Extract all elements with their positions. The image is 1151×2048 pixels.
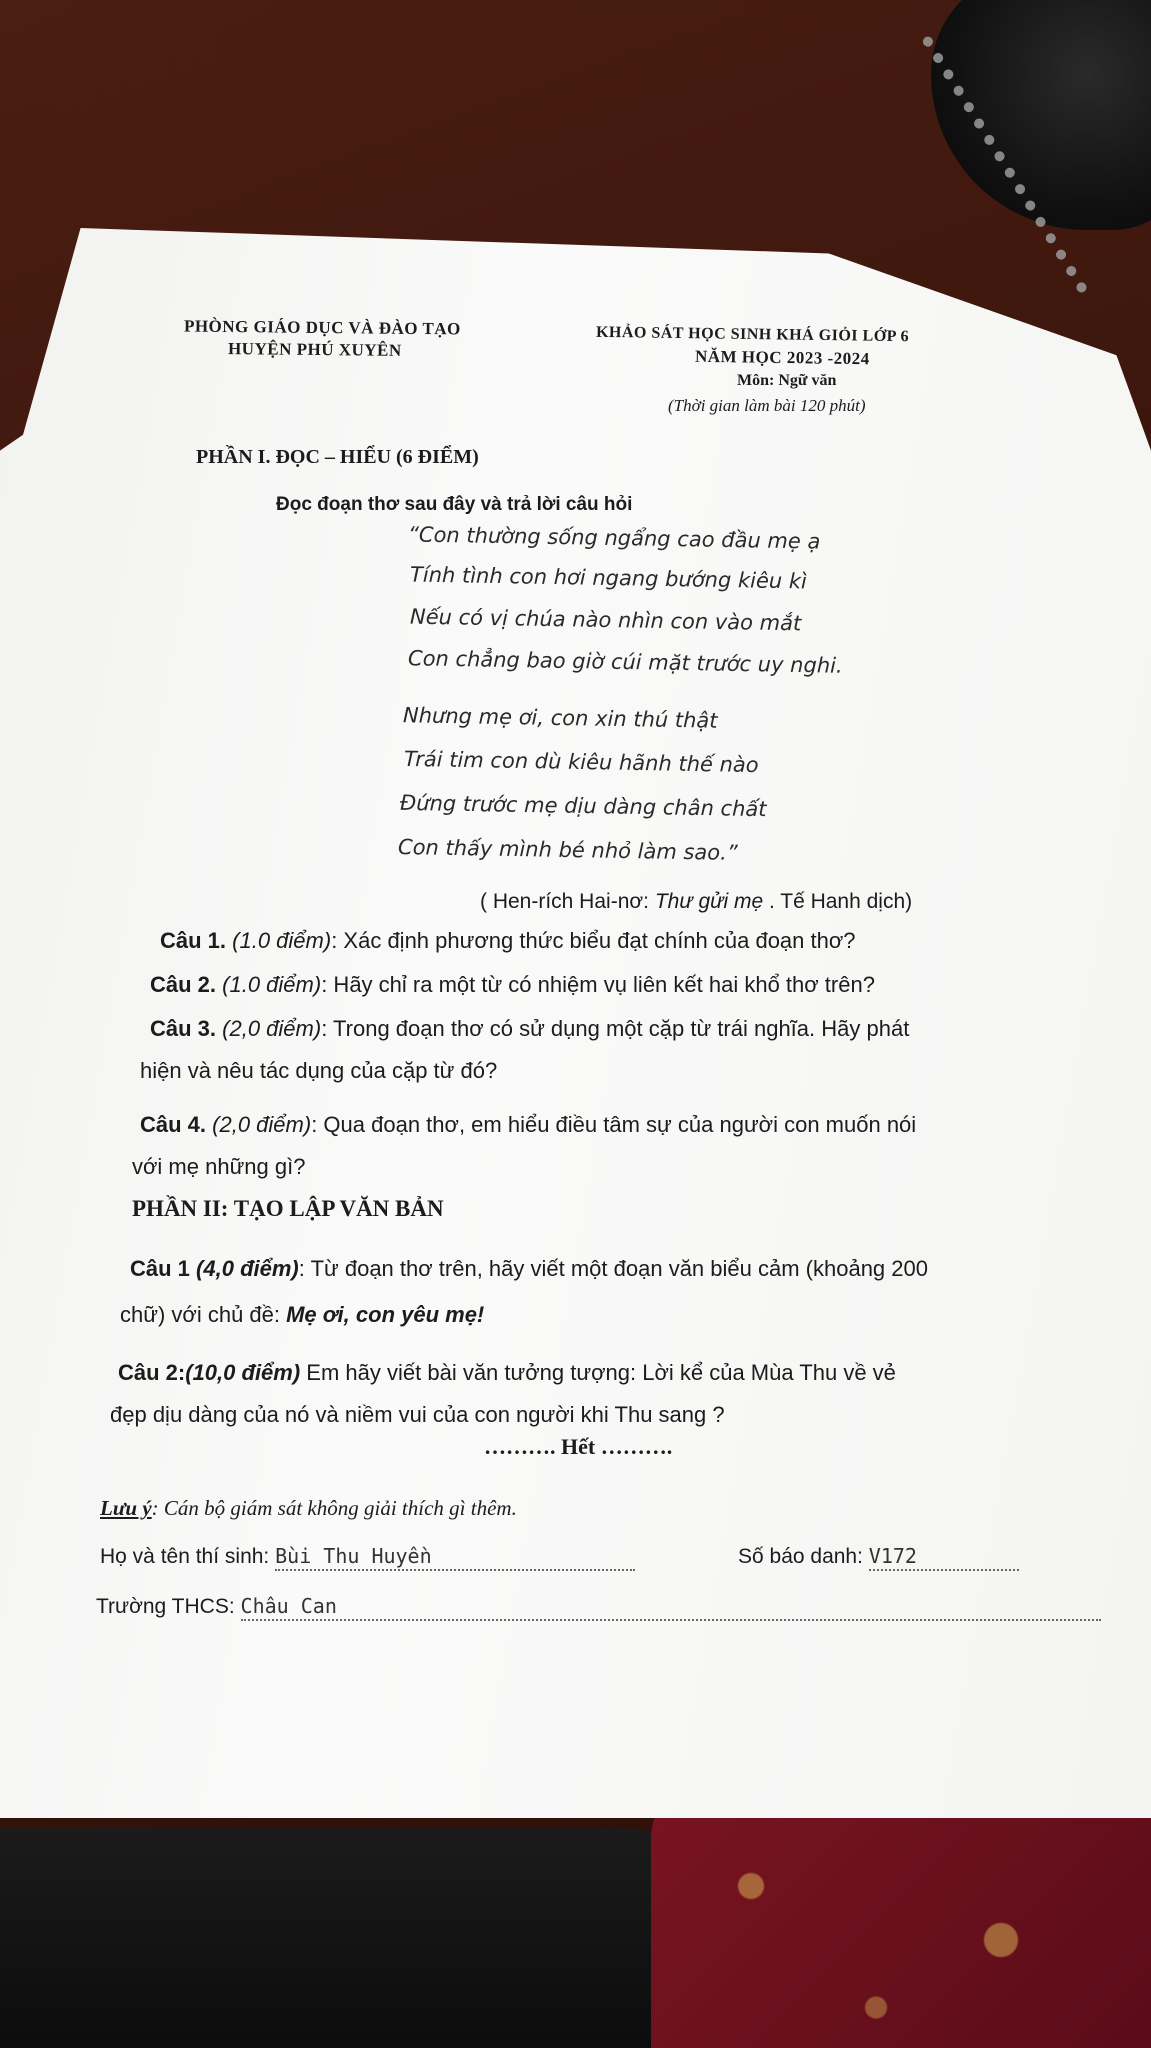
candidate-number-line: Số báo danh: V172: [738, 1544, 1019, 1571]
poem-line: Nhưng mẹ ơi, con xin thú thật: [402, 703, 718, 733]
part2-question-1: Câu 1 (4,0 điểm): Từ đoạn thơ trên, hãy viết một đoạn văn biểu cảm (khoảng 200: [130, 1256, 928, 1281]
candidate-name-line: Họ và tên thí sinh: Bùi Thu Huyền: [100, 1544, 635, 1571]
question-4-continued: với mẹ những gì?: [132, 1154, 306, 1179]
part1-instruction: Đọc đoạn thơ sau đây và trả lời câu hỏi: [276, 494, 633, 515]
part2-question-2: Câu 2:(10,0 điểm) Em hãy viết bài văn tưởng tượng: Lời kể của Mùa Thu về vẻ: [118, 1360, 896, 1385]
header-district: HUYỆN PHÚ XUYÊN: [227, 339, 402, 360]
end-marker: ………. Hết ……….: [484, 1434, 673, 1459]
poem-line: Nếu có vị chúa nào nhìn con vào mắt: [409, 604, 802, 636]
header-time: (Thời gian làm bài 120 phút): [668, 396, 866, 415]
note: Lưu ý: Cán bộ giám sát không giải thích gì thêm.: [100, 1496, 517, 1520]
poem-line: Con chẳng bao giờ cúi mặt trước uy nghi.: [407, 646, 843, 678]
header-subject: Môn: Ngữ văn: [737, 372, 837, 389]
school-line: Trường THCS: Châu Can: [96, 1594, 1101, 1621]
header-exam-title: KHẢO SÁT HỌC SINH KHÁ GIỎI LỚP 6: [595, 323, 910, 346]
poem-line: Trái tim con dù kiêu hãnh thế nào: [403, 746, 759, 778]
poem-line: Con thấy mình bé nhỏ làm sao.”: [397, 835, 738, 865]
part2-question-2-continued: đẹp dịu dàng của nó và niềm vui của con người khi Thu sang ?: [110, 1402, 725, 1427]
poem-line: “Con thường sống ngẩng cao đầu mẹ ạ: [407, 522, 821, 554]
question-3-continued: hiện và nêu tác dụng của cặp từ đó?: [140, 1058, 498, 1083]
question-1: Câu 1. (1.0 điểm): Xác định phương thức biểu đạt chính của đoạn thơ?: [160, 928, 856, 953]
poem-line: Tính tình con hơi ngang bướng kiêu kì: [409, 562, 808, 594]
question-2: Câu 2. (1.0 điểm): Hãy chỉ ra một từ có nhiệm vụ liên kết hai khổ thơ trên?: [150, 972, 875, 997]
poem-line: Đứng trước mẹ dịu dàng chân chất: [399, 790, 767, 822]
part1-title: PHẦN I. ĐỌC – HIỂU (6 ĐIỂM): [196, 446, 479, 468]
poem-source: ( Hen-rích Hai-nơ: Thư gửi mẹ . Tế Hanh dịch): [480, 890, 913, 913]
question-3: Câu 3. (2,0 điểm): Trong đoạn thơ có sử dụng một cặp từ trái nghĩa. Hãy phát: [150, 1016, 910, 1041]
question-4: Câu 4. (2,0 điểm): Qua đoạn thơ, em hiểu điều tâm sự của người con muốn nói: [140, 1112, 917, 1137]
header-school-year: NĂM HỌC 2023 -2024: [694, 346, 870, 369]
part2-title: PHẦN II: TẠO LẬP VĂN BẢN: [132, 1196, 444, 1221]
candidate-number-handwritten: V172: [868, 1544, 917, 1568]
header-department: PHÒNG GIÁO DỤC VÀ ĐÀO TẠO: [183, 316, 461, 339]
candidate-name-handwritten: Bùi Thu Huyền: [275, 1544, 432, 1568]
school-handwritten: Châu Can: [240, 1594, 337, 1618]
part2-question-1-continued: chữ) với chủ đề: Mẹ ơi, con yêu mẹ!: [120, 1302, 485, 1327]
